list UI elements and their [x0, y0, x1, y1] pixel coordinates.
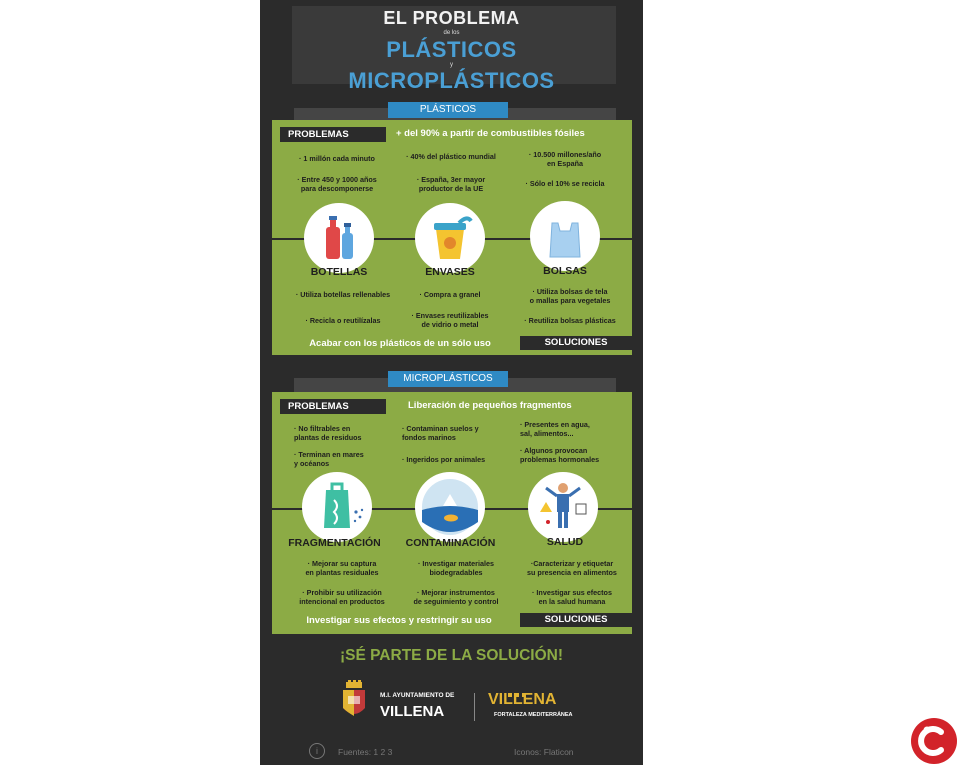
- title-line-3: MICROPLÁSTICOS: [348, 68, 555, 93]
- yogurt-container-icon: [415, 203, 485, 273]
- fact: · No filtrables en plantas de residuos: [294, 424, 362, 442]
- problems-title: Liberación de pequeños fragmentos: [408, 400, 572, 411]
- solution-item: · Utiliza botellas rellenables: [295, 290, 391, 299]
- site-logo-badge: [911, 718, 957, 764]
- solution-item: · Investigar sus efectos en la salud humana: [532, 588, 612, 606]
- info-icon: i: [309, 743, 325, 759]
- category-label: ENVASES: [425, 266, 475, 278]
- micro-footer-text: Investigar sus efectos y restringir su uso: [306, 615, 492, 626]
- title-connector-2: y: [450, 62, 453, 68]
- bottles-icon: [304, 203, 374, 273]
- icons-credit: Iconos: Flaticon: [514, 747, 574, 757]
- sources-text: Fuentes: 1 2 3: [338, 747, 393, 757]
- fact: · España, 3er mayor productor de la UE: [416, 175, 486, 193]
- category-label: BOTELLAS: [310, 266, 368, 278]
- problems-label: PROBLEMAS: [280, 127, 386, 142]
- coat-of-arms-logo: [340, 680, 368, 724]
- solution-item: · Mejorar instrumentos de seguimiento y control: [413, 588, 499, 606]
- human-health-icon: [528, 472, 598, 542]
- solution-item: · Mejorar su captura en plantas residuales: [305, 559, 379, 577]
- title-line-1: EL PROBLEMA: [383, 8, 520, 28]
- solution-item: · Investigar materiales biodegradables: [418, 559, 494, 577]
- title-line-2: PLÁSTICOS: [386, 37, 517, 62]
- fact: · Algunos provocan problemas hormonales: [520, 446, 600, 464]
- category-label: BOLSAS: [543, 265, 587, 277]
- fact: · Ingeridos por animales: [402, 455, 486, 464]
- ayuntamiento-name: VILLENA: [380, 703, 445, 720]
- section-pill-plasticos: PLÁSTICOS: [388, 102, 508, 118]
- fact: · 40% del plástico mundial: [406, 152, 496, 161]
- logo-divider: [474, 693, 475, 721]
- call-to-action: ¡SÉ PARTE DE LA SOLUCIÓN!: [339, 647, 564, 664]
- brand-tagline: FORTALEZA MEDITERRÁNEA: [494, 712, 573, 718]
- title-connector-1: de los: [443, 30, 460, 36]
- solution-item: · Prohibir su utilización intencional en productos: [299, 588, 385, 606]
- fact: · 1 millón cada minuto: [299, 154, 375, 163]
- solution-item: ·Caracterizar y etiquetar su presencia en alimentos: [527, 559, 617, 577]
- fact: · Terminan en mares y océanos: [294, 450, 364, 468]
- solutions-label: SOLUCIONES: [520, 336, 632, 350]
- solution-item: · Utiliza bolsas de tela o mallas para vegetales: [529, 287, 611, 305]
- brand-name: VILLENA: [488, 691, 557, 708]
- category-label: SALUD: [546, 536, 584, 548]
- category-label: FRAGMENTACIÓN: [288, 537, 381, 549]
- ocean-contamination-icon: [415, 472, 485, 542]
- infographic-poster: [260, 0, 643, 765]
- solutions-label: SOLUCIONES: [520, 613, 632, 627]
- section-pill-microplasticos: MICROPLÁSTICOS: [388, 371, 508, 387]
- solution-item: · Compra a granel: [419, 290, 481, 299]
- plasticos-footer-text: Acabar con los plásticos de un sólo uso: [309, 338, 491, 349]
- fact: · 10.500 millones/año en España: [528, 150, 602, 168]
- fact: · Entre 450 y 1000 años para descomponerse: [297, 175, 377, 193]
- fact: · Presentes en agua, sal, alimentos...: [520, 420, 590, 438]
- fact: · Contaminan suelos y fondos marinos: [402, 424, 479, 442]
- plastic-bag-icon: [530, 201, 600, 271]
- problems-label: PROBLEMAS: [280, 399, 386, 414]
- solution-item: · Recicla o reutilízalas: [305, 316, 381, 325]
- brand-dots-icon: [508, 684, 528, 688]
- solution-item: · Envases reutilizables de vidrio o metal: [411, 311, 489, 329]
- fact: · Sólo el 10% se recicla: [525, 179, 605, 188]
- solution-item: · Reutiliza bolsas plásticas: [524, 316, 616, 325]
- fragmentation-icon: [302, 472, 372, 542]
- ayuntamiento-label: M.I. AYUNTAMIENTO DE: [380, 692, 455, 699]
- category-label: CONTAMINACIÓN: [405, 537, 496, 549]
- problems-title: + del 90% a partir de combustibles fósiles: [396, 128, 585, 139]
